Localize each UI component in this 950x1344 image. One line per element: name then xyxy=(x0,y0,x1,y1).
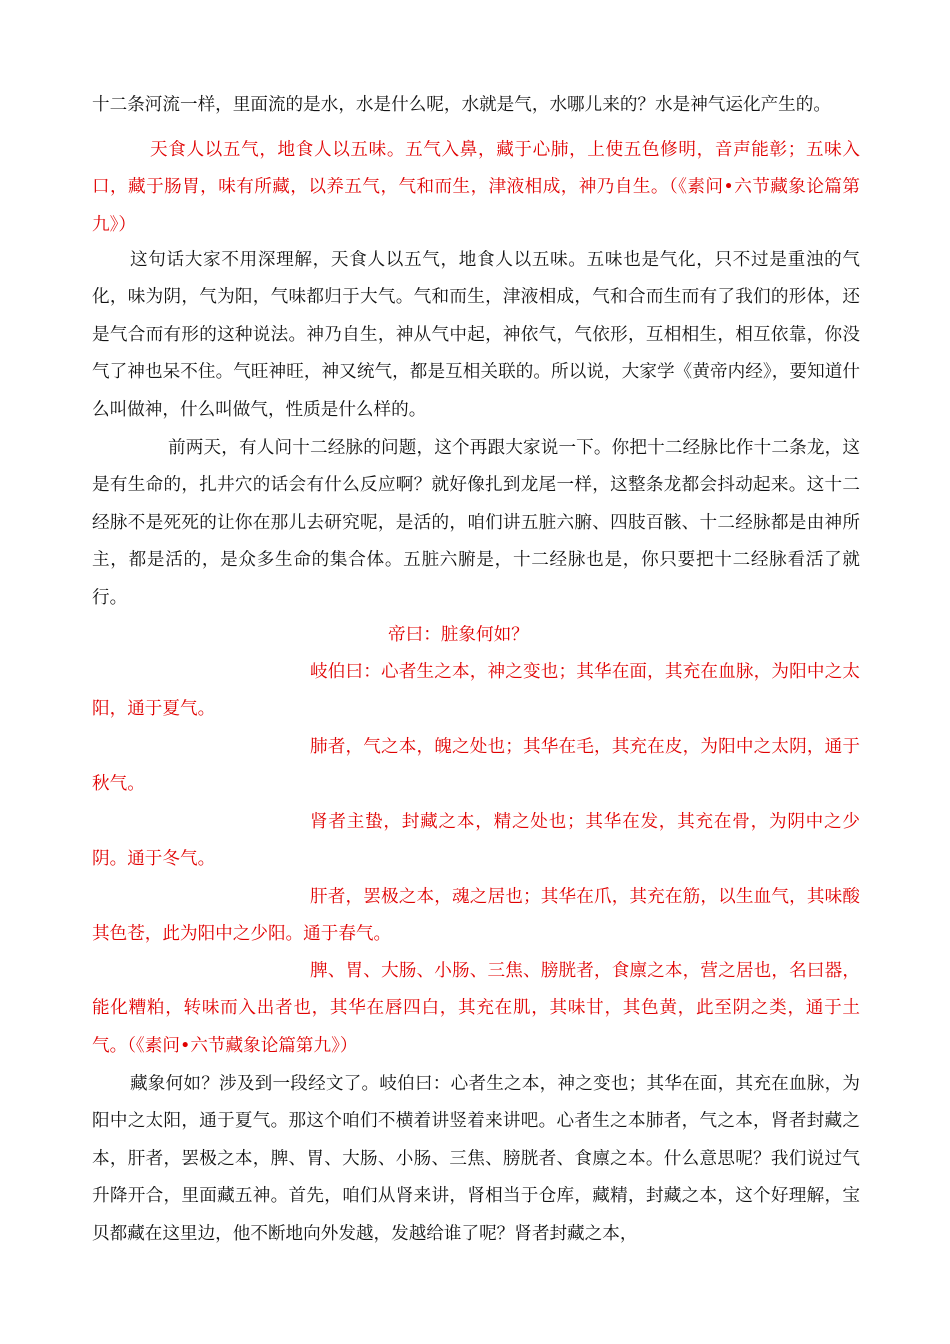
quote-heart: 岐伯曰：心者生之本，神之变也；其华在面，其充在血脉，为阳中之太阳，通于夏气。 xyxy=(92,662,860,720)
quote-liver: 肝者，罢极之本，魂之居也；其华在爪，其充在筋，以生血气，其味酸其色苍，此为阳中之少阳。通于春气。 xyxy=(92,887,860,945)
quote-kidney: 肾者主蛰，封藏之本，精之处也；其华在发，其充在骨，为阴中之少阴。通于冬气。 xyxy=(92,812,860,870)
paragraph-river-water: 十二条河流一样，里面流的是水，水是什么呢，水就是气，水哪儿来的？水是神气运化产生的。 xyxy=(92,95,831,115)
quote-lung: 肺者，气之本，魄之处也；其华在毛，其充在皮，为阳中之太阴，通于秋气。 xyxy=(92,737,860,795)
quote-emperor-question: 帝曰：脏象何如？ xyxy=(388,625,529,645)
paragraph-twelve-meridians: 前两天，有人问十二经脉的问题，这个再跟大家说一下。你把十二经脉比作十二条龙，这是有生命的，扎井穴的话会有什么反应啊？就好像扎到龙尾一样，这整条龙都会抖动起来。这十二经脉不是死死的让你在那儿去研究呢，是活的，咱们讲五脏六腑、四肢百骸、十二经脉都是由神所主，都是活的，是众多生命的集合体。五脏六腑是，十二经脉也是，你只要把十二经脉看活了就行。 xyxy=(92,438,860,608)
paragraph-zangxiang-discussion: 藏象何如？涉及到一段经文了。岐伯曰：心者生之本，神之变也；其华在面，其充在血脉，为阳中之太阳，通于夏气。那这个咱们不横着讲竖着来讲吧。心者生之本肺者，气之本，肾者封藏之本，肝者，罢极之本，脾、胃、大肠、小肠、三焦、膀胱者、食廪之本。什么意思呢？我们说过气升降开合，里面藏五神。首先，咱们从肾来讲，肾相当于仓库，藏精，封藏之本，这个好理解，宝贝都藏在这里边，他不断地向外发越，发越给谁了呢？肾者封藏之本， xyxy=(92,1074,860,1244)
quote-five-qi-five-flavors: 天食人以五气，地食人以五味。五气入鼻，藏于心肺，上使五色修明，音声能彰；五味入口，藏于肠胃，味有所藏，以养五气，气和而生，津液相成，神乃自生。（《素问•六节藏象论篇第九》） xyxy=(92,140,860,235)
quote-spleen-stomach: 脾、胃、大肠、小肠、三焦、膀胱者，食廪之本，营之居也，名曰器，能化糟粕，转味而入出者也，其华在唇四白，其充在肌，其味甘，其色黄，此至阴之类，通于土气。（《素问•六节藏象论篇第九》） xyxy=(92,961,860,1056)
paragraph-explanation-qi-shen: 这句话大家不用深理解，天食人以五气，地食人以五味。五味也是气化，只不过是重浊的气化，味为阴，气为阳，气味都归于大气。气和而生，津液相成，气和合而生而有了我们的形体，还是气合而有形的这种说法。神乃自生，神从气中起，神依气，气依形，互相相生，相互依靠，你没气了神也呆不住。气旺神旺，神又统气，都是互相关联的。所以说，大家学《黄帝内经》，要知道什么叫做神，什么叫做气，性质是什么样的。 xyxy=(92,250,860,420)
